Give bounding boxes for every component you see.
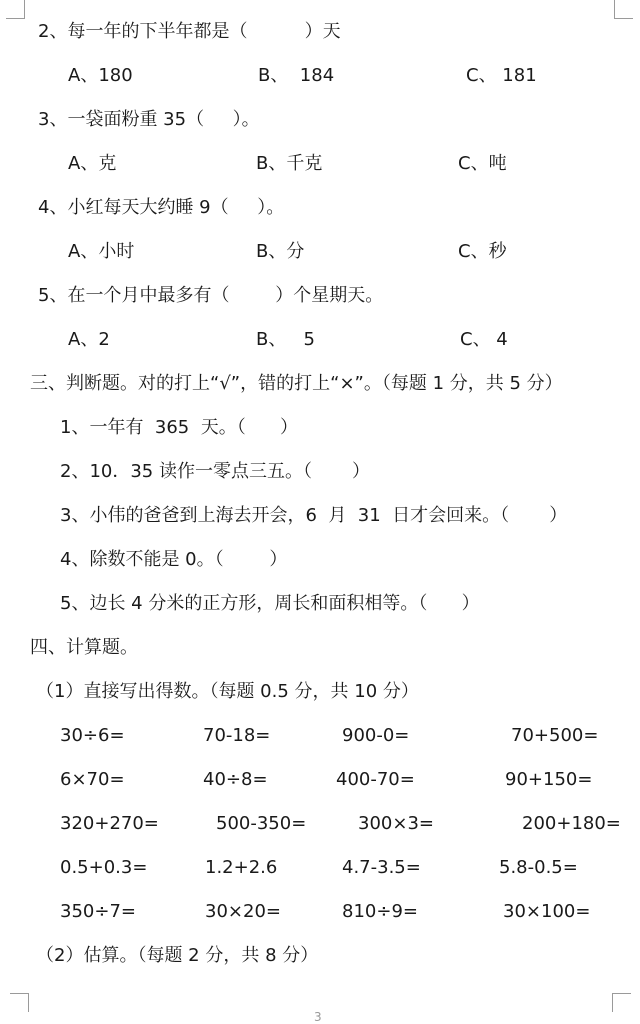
judge-item-2: 2、10．35 读作一零点三五。（ ） [60, 461, 371, 482]
calc-item: 300×3= [358, 813, 434, 834]
calc-item: 6×70= [60, 769, 125, 790]
question-4-option-a: A、小时 [68, 241, 135, 262]
calc-item: 1.2+2.6 [205, 857, 278, 878]
calc-item: 4.7-3.5= [342, 857, 421, 878]
calc-item: 30÷6= [60, 725, 125, 746]
calc-item: 320+270= [60, 813, 159, 834]
calc-item: 70-18= [203, 725, 271, 746]
calc-item: 400-70= [336, 769, 415, 790]
question-2-option-b: B、 184 [258, 65, 335, 86]
question-4-option-b: B、分 [256, 241, 305, 262]
calc-item: 350÷7= [60, 901, 136, 922]
question-2-option-a: A、180 [68, 65, 133, 86]
judge-item-3: 3、小伟的爸爸到上海去开会，6 月 31 日才会回来。（ ） [60, 505, 568, 526]
calc-subheading-direct: （1）直接写出得数。（每题 0.5 分，共 10 分） [36, 681, 419, 702]
page-number: 3 [314, 1010, 322, 1024]
judge-item-5: 5、边长 4 分米的正方形，周长和面积相等。（ ） [60, 593, 480, 614]
crop-mark-bottom-left [10, 993, 29, 1012]
calc-item: 40÷8= [203, 769, 268, 790]
calc-item: 30×100= [503, 901, 591, 922]
crop-mark-top-left [6, 0, 25, 19]
question-5-option-a: A、2 [68, 329, 110, 350]
question-4-option-c: C、秒 [458, 241, 507, 262]
judge-item-1: 1、一年有 365 天。（ ） [60, 417, 299, 438]
question-2-stem: 2、每一年的下半年都是（ ）天 [38, 21, 341, 42]
calc-item: 200+180= [522, 813, 621, 834]
calc-subheading-estimate: （2）估算。（每题 2 分，共 8 分） [36, 945, 319, 966]
question-5-option-c: C、 4 [460, 329, 508, 350]
judge-item-4: 4、除数不能是 0。（ ） [60, 549, 288, 570]
calc-item: 0.5+0.3= [60, 857, 148, 878]
calc-item: 5.8-0.5= [499, 857, 578, 878]
question-4-stem: 4、小红每天大约睡 9（ ）。 [38, 197, 285, 218]
question-3-option-c: C、吨 [458, 153, 507, 174]
section-heading-calc: 四、计算题。 [30, 637, 138, 658]
calc-item: 900-0= [342, 725, 410, 746]
crop-mark-top-right [614, 0, 633, 19]
question-3-option-a: A、克 [68, 153, 117, 174]
calc-item: 810÷9= [342, 901, 418, 922]
calc-item: 90+150= [505, 769, 593, 790]
question-5-stem: 5、在一个月中最多有（ ）个星期天。 [38, 285, 384, 306]
calc-item: 500-350= [216, 813, 307, 834]
question-2-option-c: C、 181 [466, 65, 537, 86]
calc-item: 70+500= [511, 725, 599, 746]
calc-item: 30×20= [205, 901, 281, 922]
crop-mark-bottom-right [612, 993, 631, 1012]
question-3-stem: 3、一袋面粉重 35（ ）。 [38, 109, 260, 130]
question-5-option-b: B、 5 [256, 329, 315, 350]
section-heading-judge: 三、判断题。对的打上“√”，错的打上“×”。（每题 1 分，共 5 分） [30, 373, 563, 394]
question-3-option-b: B、千克 [256, 153, 323, 174]
